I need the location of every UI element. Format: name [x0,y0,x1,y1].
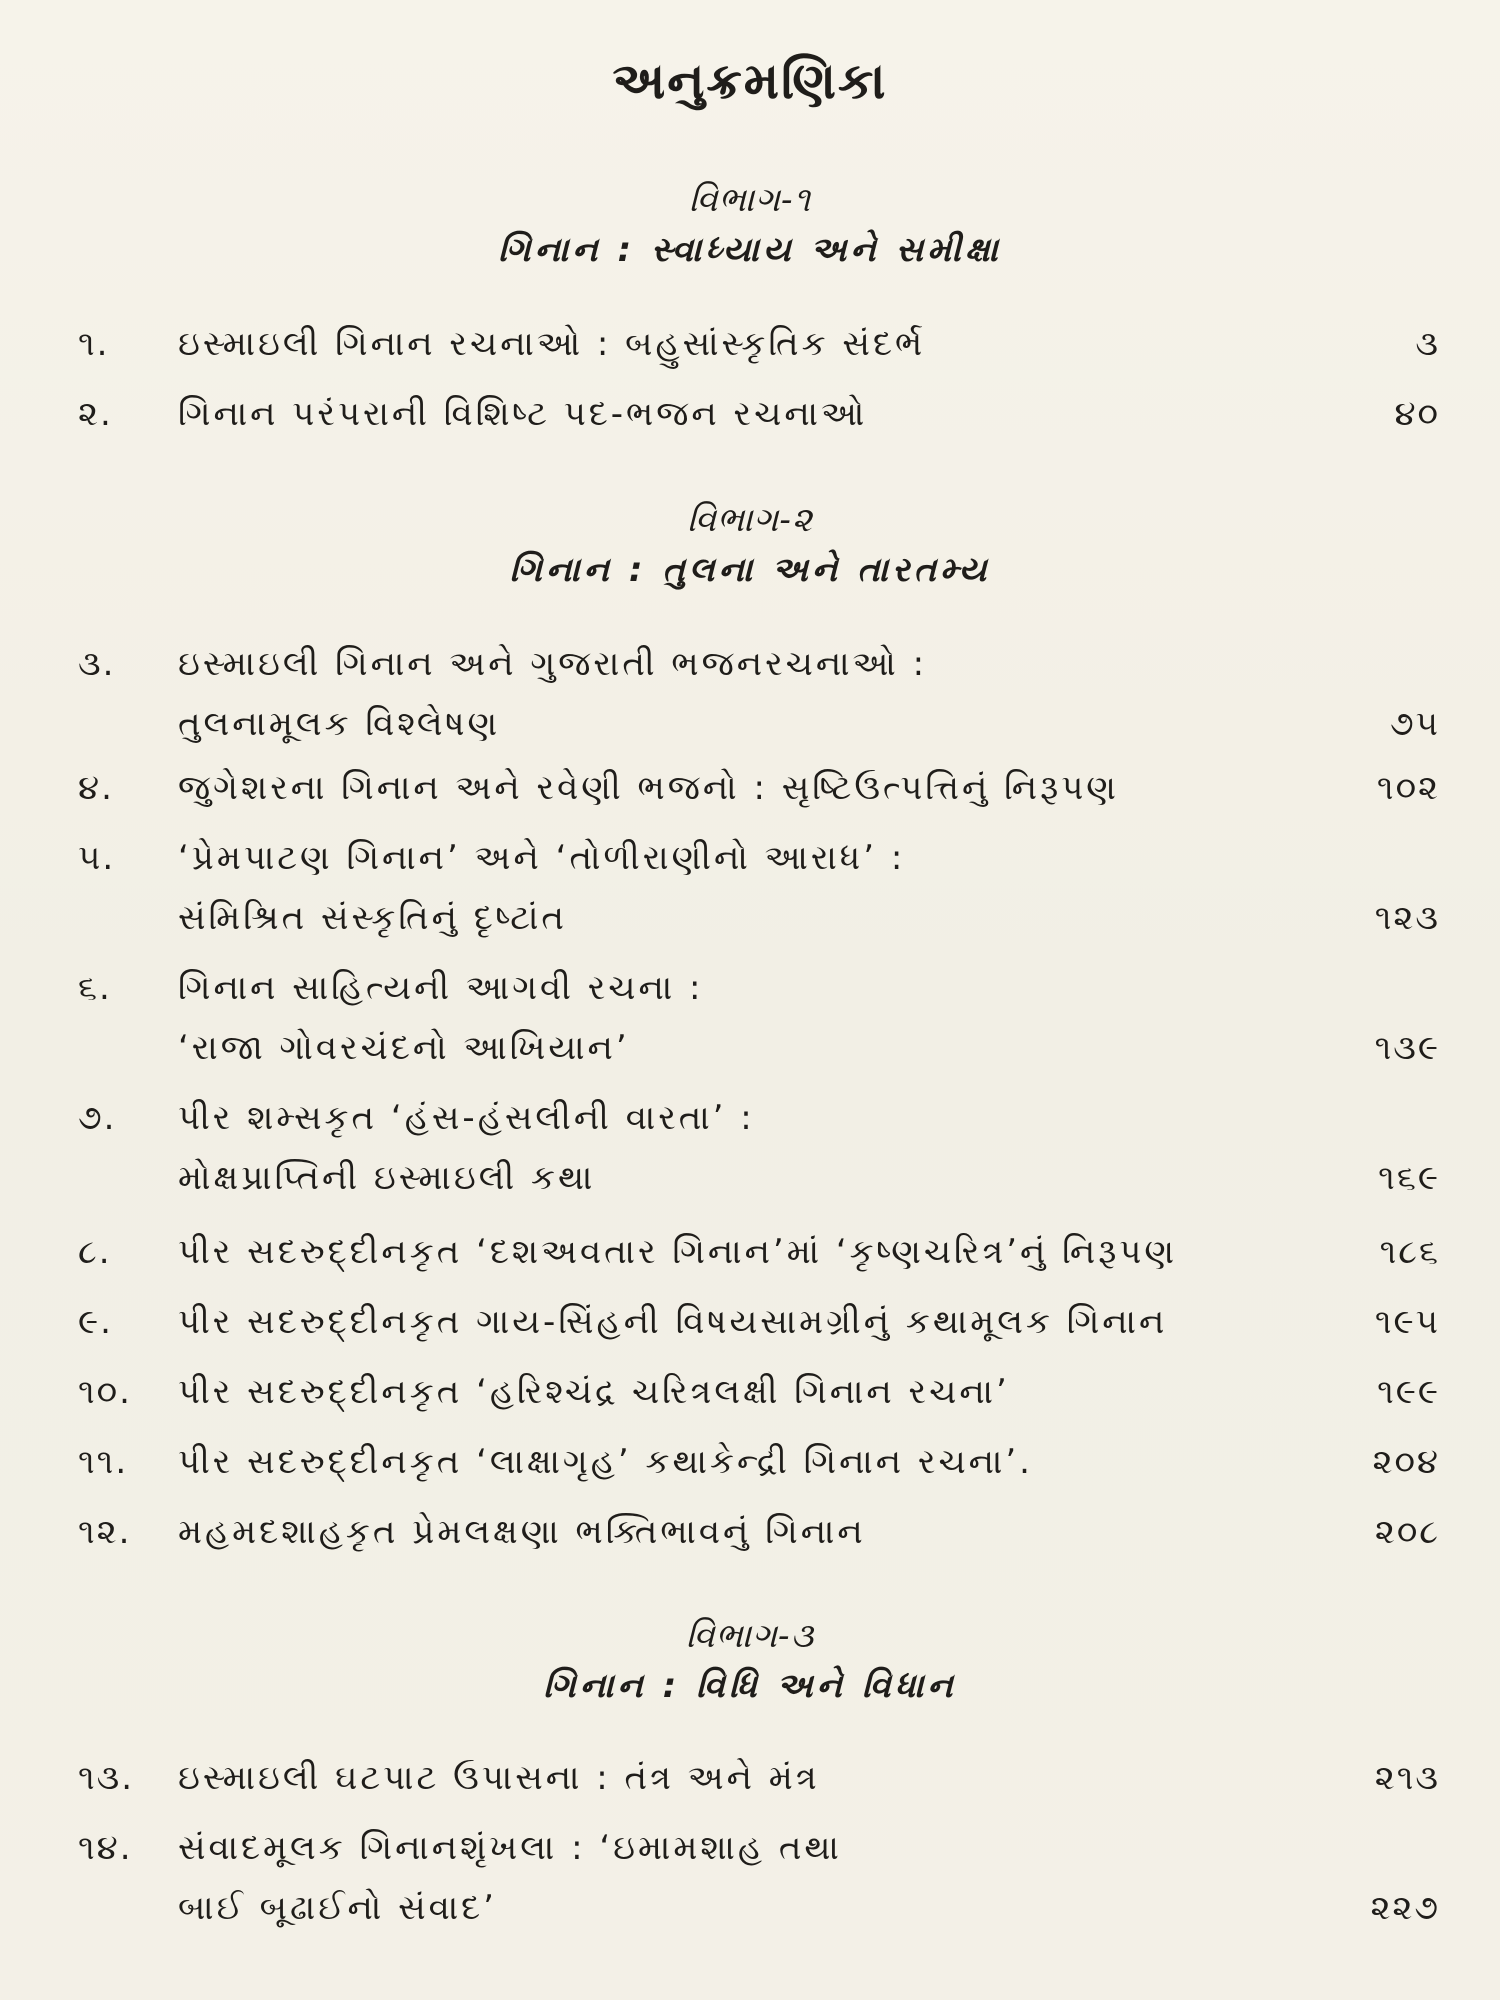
entry-number: ૬. [78,968,112,1008]
toc-entry [78,1088,1440,1208]
page-title: અનુક્રમણિકા [612,52,888,110]
entry-page: ૭૫ [1390,704,1440,744]
entry-number: ૩. [78,644,116,684]
toc-entry [78,1292,1440,1352]
entry-page: ૧૦૨ [1376,768,1440,808]
entry-title-continued: મોક્ષપ્રાપ્તિની ઇસ્માઇલી કથા [178,1158,596,1198]
toc-entry [78,1222,1440,1282]
toc-entry [78,384,1440,444]
entry-page: ૧૩૯ [1374,1028,1440,1068]
entry-number: ૧૩. [78,1758,135,1798]
section-title: ગિનાન : સ્વાધ્યાય અને સમીક્ષા [498,230,1002,270]
entry-page: ૧૯૯ [1377,1372,1440,1412]
entry-number: ૧૨. [78,1512,132,1552]
section-label: વિભાગ-૨ [687,500,813,540]
entry-title: પીર સદરુદ્દીનકૃત ‘લાક્ષાગૃહ’ કથાકેન્દ્રી ગિનાન રચના’. [178,1442,1033,1482]
entry-title-continued: સંમિશ્રિત સંસ્કૃતિનું દૃષ્ટાંત [178,898,567,938]
entry-title: ઇસ્માઇલી ગિનાન રચનાઓ : બહુસાંસ્કૃતિક સંદર્ભ [178,324,926,364]
toc-entry [78,1748,1440,1808]
entry-number: ૧૦. [78,1372,132,1412]
entry-page: ૨૧૩ [1374,1758,1440,1798]
entry-number: ૧૧. [78,1442,129,1482]
section-label: વિભાગ-૧ [688,180,812,220]
toc-entry [78,1362,1440,1422]
entry-title: ઇસ્માઇલી ગિનાન અને ગુજરાતી ભજનરચનાઓ : [178,644,928,684]
entry-title: મહમદશાહકૃત પ્રેમલક્ષણા ભક્તિભાવનું ગિનાન [178,1512,866,1552]
entry-number: ૮. [78,1232,112,1272]
section-2-heading [0,498,1500,598]
entry-title: સંવાદમૂલક ગિનાનશૃંખલા : ‘ઇમામશાહ તથા [178,1828,842,1868]
section-title: ગિનાન : તુલના અને તારતમ્ય [509,550,991,590]
entry-title: પીર સદરુદ્દીનકૃત ‘હરિશ્ચંદ્ર ચરિત્રલક્ષી ગિનાન રચના’ [178,1372,1010,1412]
entry-title: ‘પ્રેમપાટણ ગિનાન’ અને ‘તોળીરાણીનો આરાધ’ : [178,838,906,878]
toc-entry [78,1432,1440,1492]
entry-title: જુગેશરના ગિનાન અને રવેણી ભજનો : સૃષ્ટિઉત્પત્તિનું નિરૂપણ [178,768,1119,808]
entry-title-continued: તુલનામૂલક વિશ્લેષણ [178,704,501,744]
entry-page: ૨૨૭ [1370,1888,1440,1928]
section-title: ગિનાન : વિધિ અને વિધાન [543,1666,957,1706]
entry-page: ૧૬૯ [1378,1158,1440,1198]
toc-entry [78,828,1440,948]
section-3-heading [0,1614,1500,1714]
entry-page: ૩ [1415,324,1440,364]
toc-entry [78,634,1440,754]
entry-title: ગિનાન પરંપરાની વિશિષ્ટ પદ-ભજન રચનાઓ [178,394,868,434]
entry-page: ૪૦ [1394,394,1440,434]
entry-number: ૪. [78,768,114,808]
entry-title-continued: ‘રાજા ગોવરચંદનો આખિયાન’ [178,1028,630,1068]
entry-title: ગિનાન સાહિત્યની આગવી રચના : [178,968,704,1008]
toc-entry [78,1818,1440,1938]
entry-page: ૧૮૬ [1379,1232,1440,1272]
entry-title-continued: બાઈ બૂઢાઈનો સંવાદ’ [178,1888,497,1928]
entry-page: ૧૨૩ [1374,898,1440,938]
entry-title: પીર સદરુદ્દીનકૃત ગાય-સિંહની વિષયસામગ્રીનું કથામૂલક ગિનાન [178,1302,1168,1342]
entry-number: ૫. [78,838,116,878]
toc-entry [78,758,1440,818]
entry-page: ૨૦૪ [1372,1442,1440,1482]
toc-entry [78,958,1440,1078]
entry-number: ૭. [78,1098,117,1138]
entry-number: ૯. [78,1302,113,1342]
section-label: વિભાગ-૩ [685,1616,815,1656]
section-1-heading [0,178,1500,278]
entry-title: ઇસ્માઇલી ઘટપાટ ઉપાસના : તંત્ર અને મંત્ર [178,1758,820,1798]
entry-number: ૧૪. [78,1828,133,1868]
toc-entry [78,314,1440,374]
toc-entry [78,1502,1440,1562]
entry-page: ૧૯૫ [1374,1302,1440,1342]
entry-number: ૨. [78,394,113,434]
entry-page: ૨૦૮ [1374,1512,1440,1552]
entry-number: ૧. [78,324,110,364]
entry-title: પીર શમ્સકૃત ‘હંસ-હંસલીની વારતા’ : [178,1098,755,1138]
entry-title: પીર સદરુદ્દીનકૃત ‘દશઅવતાર ગિનાન’માં ‘કૃષ્ણચરિત્ર’નું નિરૂપણ [178,1232,1177,1272]
